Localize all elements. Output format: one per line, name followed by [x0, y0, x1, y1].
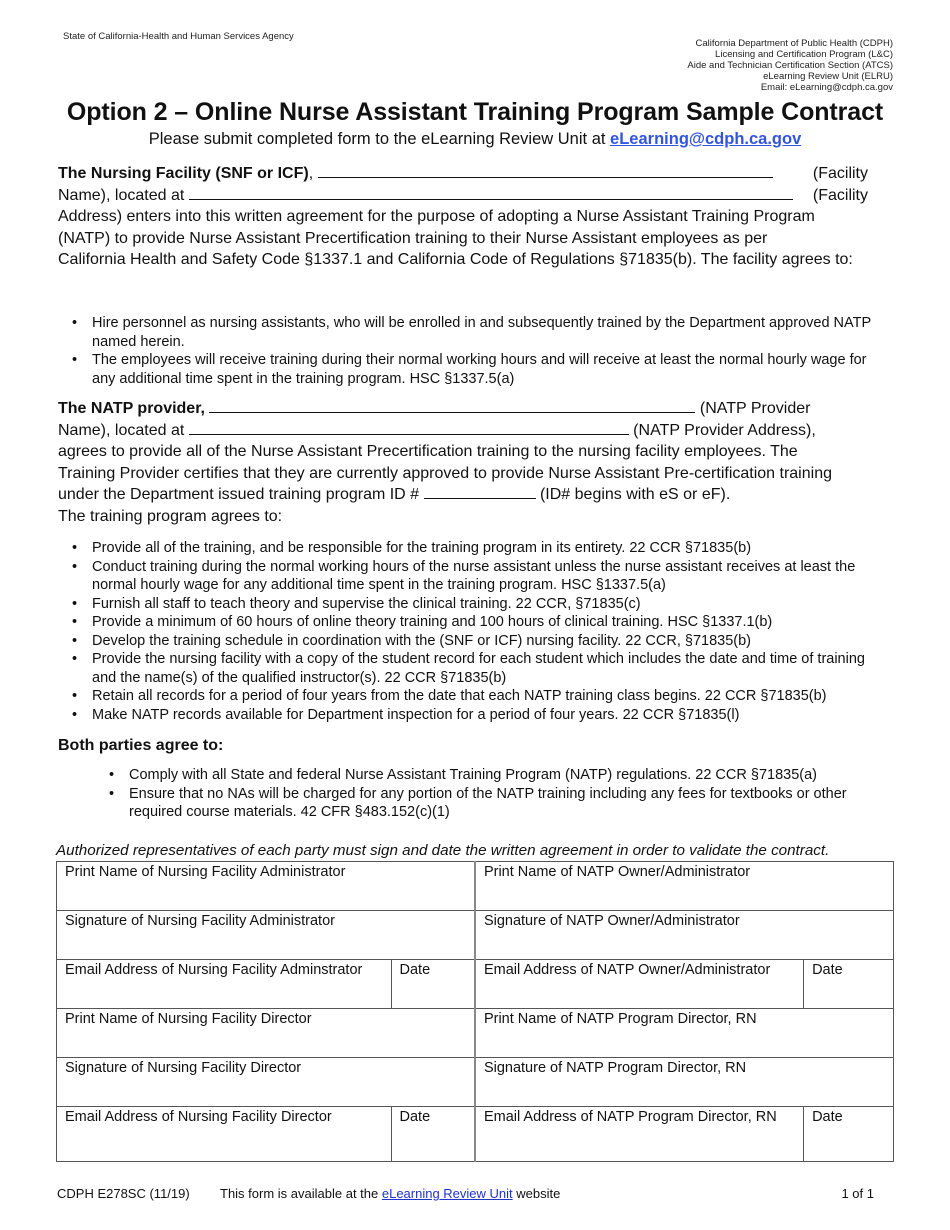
department-line: Aide and Technician Certification Section (ATCS) — [687, 60, 893, 71]
both-parties-heading: Both parties agree to: — [58, 737, 224, 754]
facility-director-email-field[interactable]: Email Address of Nursing Facility Director — [57, 1107, 392, 1162]
facility-admin-email-field[interactable]: Email Address of Nursing Facility Adminstrator — [57, 960, 392, 1009]
natp-director-email-field[interactable]: Email Address of NATP Program Director, RN — [475, 1107, 804, 1162]
facility-address-field[interactable] — [189, 185, 793, 200]
list-item: • The employees will receive training during their normal working hours and will receive at least the normal hourly wage for any additional time spent in the training program. HSC §1337.5(a) — [58, 351, 883, 388]
both-parties-list — [95, 766, 885, 822]
table-row — [57, 960, 894, 1009]
facility-admin-signature-field[interactable]: Signature of Nursing Facility Administrator — [57, 911, 475, 960]
facility-lead: The Nursing Facility (SNF or ICF) — [58, 165, 309, 182]
program-id-field[interactable] — [424, 484, 536, 499]
list-item: • Make NATP records available for Department inspection for a period of four years. 22 CCR §71835(l) — [58, 706, 883, 725]
table-row — [57, 1107, 894, 1162]
natp-owner-signature-field[interactable]: Signature of NATP Owner/Administrator — [475, 911, 894, 960]
provider-lead: The NATP provider, — [58, 400, 205, 417]
list-item: • Provide the nursing facility with a copy of the student record for each student which includes the date and time of training and the name(s) of the qualified instructor(s). 22 CCR §71835(b) — [58, 650, 883, 687]
natp-director-date-field[interactable]: Date — [804, 1107, 894, 1162]
table-row — [57, 1009, 894, 1058]
list-item: • Conduct training during the normal working hours of the nurse assistant unless the nurse assistant receives at least the normal hourly wage for any additional time spent in the training program. HSC §1337.5(a) — [58, 558, 883, 595]
facility-paragraph: The Nursing Facility (SNF or ICF), (Facility Name), located at (Facility Address) enters into this written agreement for the purpose of adopting a Nurse Assistant Training Program (NATP) to provide Nurse Assistant Precertification training to their Nurse Assistant employees as per California Health and Safety Code §1337.1 and California Code of Regulations §71835(b). The facility agrees to: — [58, 163, 868, 271]
facility-admin-name-field[interactable]: Print Name of Nursing Facility Administrator — [57, 862, 475, 911]
list-item: • Ensure that no NAs will be charged for any portion of the NATP training including any fees for textbooks or other required course materials. 42 CFR §483.152(c)(1) — [95, 785, 885, 822]
department-block — [687, 38, 893, 93]
facility-agreement-list — [58, 314, 883, 388]
table-row — [57, 1058, 894, 1107]
list-item: • Comply with all State and federal Nurse Assistant Training Program (NATP) regulations. 22 CCR §71835(a) — [95, 766, 885, 785]
list-item: • Provide a minimum of 60 hours of online theory training and 100 hours of clinical training. HSC §1337.1(b) — [58, 613, 883, 632]
agency-name: State of California-Health and Human Services Agency — [63, 31, 294, 42]
signature-table — [56, 861, 894, 1162]
submission-instructions — [0, 130, 950, 149]
facility-director-name-field[interactable]: Print Name of Nursing Facility Director — [57, 1009, 475, 1058]
department-email: Email: eLearning@cdph.ca.gov — [760, 82, 893, 93]
natp-owner-email-field[interactable]: Email Address of NATP Owner/Administrator — [475, 960, 804, 1009]
natp-director-signature-field[interactable]: Signature of NATP Program Director, RN — [475, 1058, 894, 1107]
elearning-email-link[interactable]: eLearning@cdph.ca.gov — [610, 130, 802, 148]
authorization-note: Authorized representatives of each party must sign and date the written agreement in order to validate the contract. — [56, 842, 830, 859]
facility-director-date-field[interactable]: Date — [391, 1107, 475, 1162]
department-line: California Department of Public Health (CDPH) — [695, 38, 893, 49]
table-row — [57, 911, 894, 960]
list-item: • Retain all records for a period of four years from the date that each NATP training class begins. 22 CCR §71835(b) — [58, 687, 883, 706]
facility-name-field[interactable] — [318, 163, 773, 178]
provider-paragraph: The NATP provider, (NATP Provider Name), located at (NATP Provider Address), agrees to provide all of the Nurse Assistant Precertification training to the nursing facility employees. The Training Provider certifies that they are currently approved to provide Nurse Assistant Pre-certification training under the Department issued training program ID # (ID# begins with eS or eF). The training program agrees to: — [58, 398, 858, 527]
subtitle-text: Please submit completed form to the eLearning Review Unit at — [148, 130, 611, 148]
provider-body-end: The training program agrees to: — [58, 507, 283, 525]
form-code: CDPH E278SC (11/19) — [57, 1186, 190, 1201]
table-row — [57, 862, 894, 911]
list-item: • Develop the training schedule in coordination with the (SNF or ICF) nursing facility. 22 CCR, §71835(b) — [58, 632, 883, 651]
list-item: • Hire personnel as nursing assistants, who will be enrolled in and subsequently trained by the Department approved NATP named herein. — [58, 314, 883, 351]
list-item: • Furnish all staff to teach theory and supervise the clinical training. 22 CCR, §71835(c) — [58, 595, 883, 614]
page-number: 1 of 1 — [841, 1186, 874, 1201]
provider-body: agrees to provide all of the Nurse Assistant Precertification training to the nursing facility employees. The Training Provider certifies that they are currently approved to provide Nurse Assistant Pre-certification training under the Department issued training program ID # — [58, 443, 832, 503]
facility-director-signature-field[interactable]: Signature of Nursing Facility Director — [57, 1058, 475, 1107]
provider-agreement-list — [58, 539, 883, 724]
natp-owner-name-field[interactable]: Print Name of NATP Owner/Administrator — [475, 862, 894, 911]
availability-note: This form is available at the eLearning Review Unit website — [220, 1186, 561, 1201]
facility-admin-date-field[interactable]: Date — [391, 960, 475, 1009]
facility-body: Address) enters into this written agreement for the purpose of adopting a Nurse Assistant Training Program (NATP) to provide Nurse Assistant Precertification training to their Nurse Assistant employees as per — [58, 208, 815, 247]
page-title: Option 2 – Online Nurse Assistant Training Program Sample Contract — [66, 98, 884, 126]
elearning-review-unit-link[interactable]: eLearning Review Unit — [381, 1186, 513, 1201]
natp-director-name-field[interactable]: Print Name of NATP Program Director, RN — [475, 1009, 894, 1058]
natp-owner-date-field[interactable]: Date — [804, 960, 894, 1009]
department-line: eLearning Review Unit (ELRU) — [763, 71, 893, 82]
provider-name-field[interactable] — [209, 398, 695, 413]
provider-address-field[interactable] — [189, 420, 629, 435]
department-line: Licensing and Certification Program (L&C) — [715, 49, 893, 60]
list-item: • Provide all of the training, and be responsible for the training program in its entirety. 22 CCR §71835(b) — [58, 539, 883, 558]
facility-body-2: California Health and Safety Code §1337.1 and California Code of Regulations §71835(b). The facility agrees to: — [58, 251, 853, 268]
